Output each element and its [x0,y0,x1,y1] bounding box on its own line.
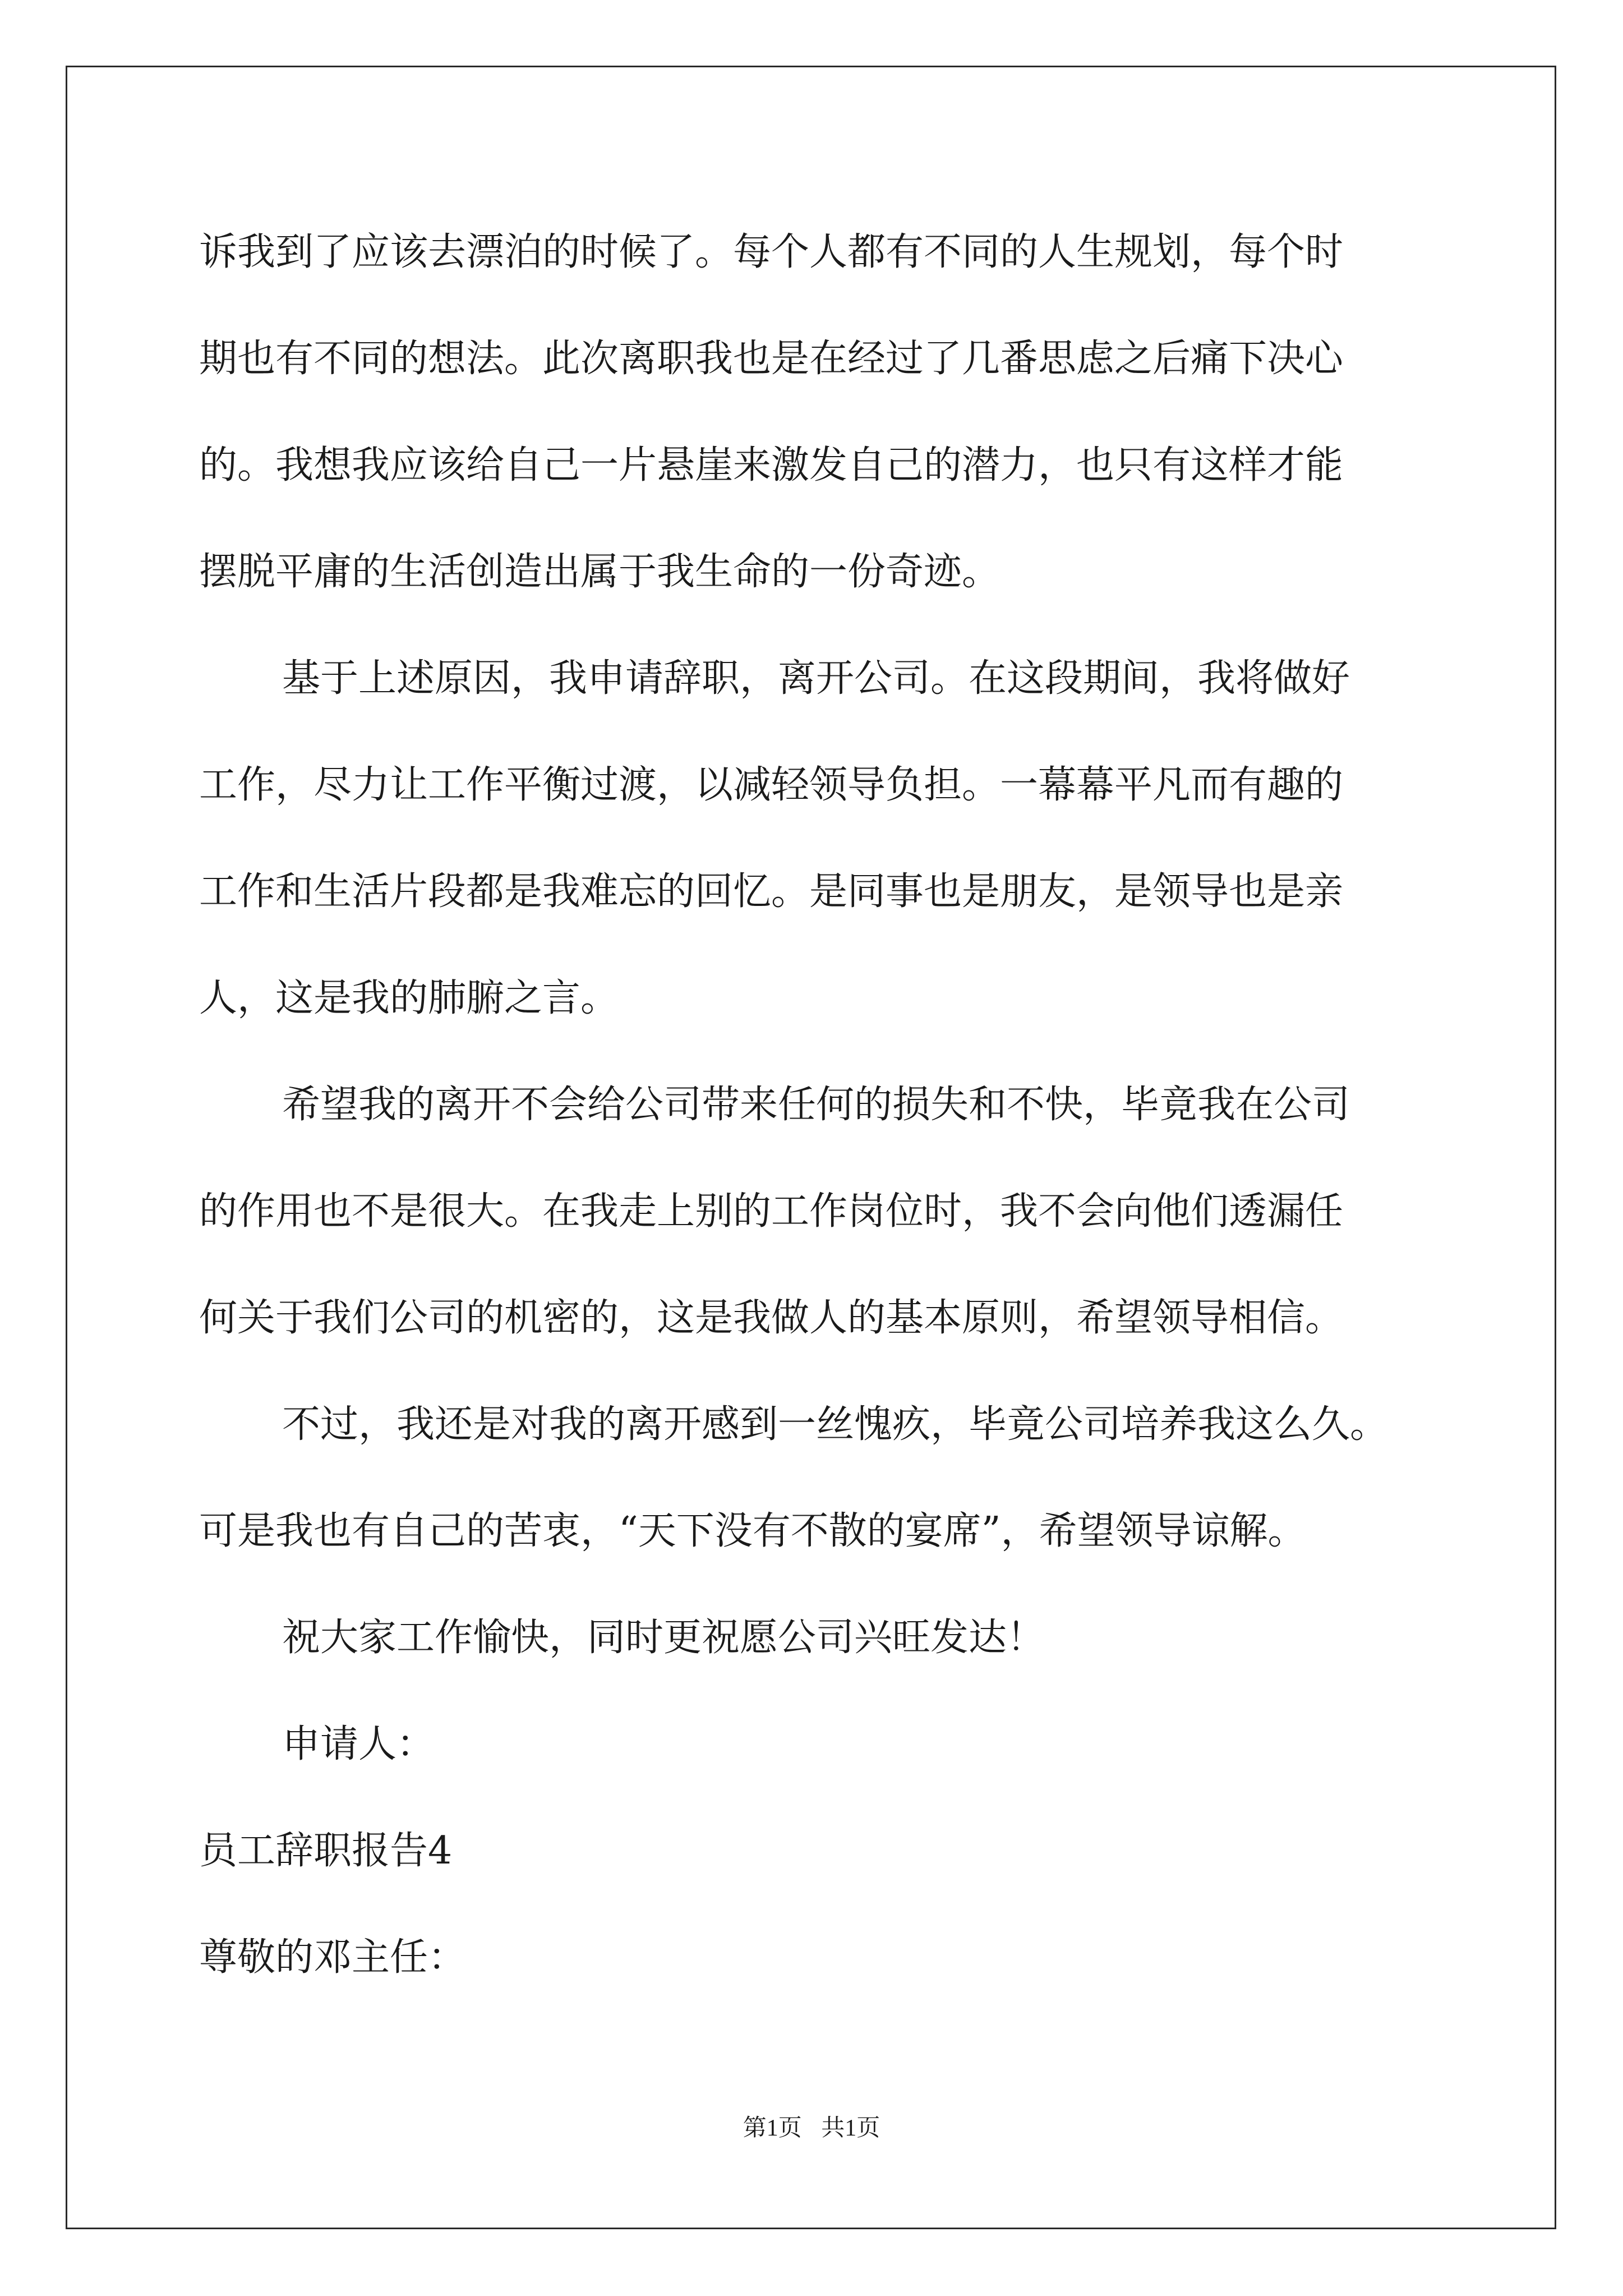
section-heading: 员工辞职报告4 [199,1829,453,1873]
text-line: 诉我到了应该去漂泊的时候了。每个人都有不同的人生规划，每个时 [199,230,1344,274]
page-number: 第1页 [743,2115,802,2141]
text-line: 可是我也有自己的苦衷，“天下没有不散的宴席”，希望领导谅解。 [199,1509,1306,1553]
text-line: 何关于我们公司的机密的，这是我做人的基本原则，希望领导相信。 [199,1296,1344,1340]
text-line: 不过，我还是对我的离开感到一丝愧疚，毕竟公司培养我这么久。 [282,1402,1389,1447]
text-line: 期也有不同的想法。此次离职我也是在经过了几番思虑之后痛下决心 [199,337,1344,381]
salutation: 尊敬的邓主任： [199,1935,467,1980]
text-line: 的作用也不是很大。在我走上别的工作岗位时，我不会向他们透漏任 [199,1189,1344,1234]
page-total: 共1页 [821,2115,880,2141]
applicant-line: 申请人： [282,1722,435,1766]
text-line: 工作和生活片段都是我难忘的回忆。是同事也是朋友，是领导也是亲 [199,869,1344,914]
closing-line: 祝大家工作愉快，同时更祝愿公司兴旺发达！ [282,1616,1045,1660]
text-line: 摆脱平庸的生活创造出属于我生命的一份奇迹。 [199,550,1000,594]
text-line: 工作，尽力让工作平衡过渡，以减轻领导负担。一幕幕平凡而有趣的 [199,763,1344,807]
text-line: 基于上述原因，我申请辞职，离开公司。在这段期间，我将做好 [282,656,1350,701]
text-line: 希望我的离开不会给公司带来任何的损失和不快，毕竟我在公司 [282,1083,1350,1127]
text-line: 的。我想我应该给自己一片悬崖来激发自己的潜力，也只有这样才能 [199,443,1344,487]
page-footer [0,2109,1623,2143]
text-line: 人，这是我的肺腑之言。 [199,976,619,1020]
document-body [199,205,1427,2017]
